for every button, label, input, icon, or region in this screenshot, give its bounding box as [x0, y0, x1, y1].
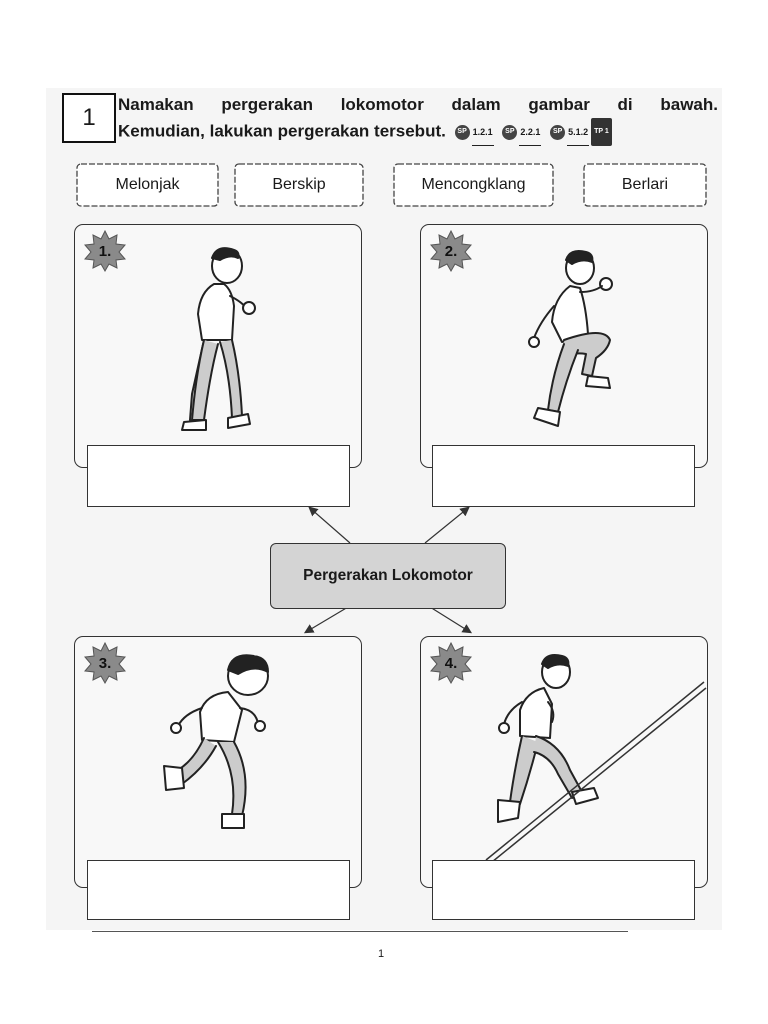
arrow-to-panel-2 [425, 508, 468, 543]
arrow-to-panel-4 [430, 607, 470, 632]
sp-badge-2: SP 2.2.1 [502, 119, 541, 146]
option-label: Melonjak [115, 176, 180, 193]
option-label: Berskip [272, 176, 326, 193]
instruction-line-1: Namakan pergerakan lokomotor dalam gambar di bawah. [118, 95, 718, 114]
number-star-2: 2. [430, 230, 472, 272]
sp-badge-3: SP 5.1.2 TP 1 [550, 118, 612, 146]
option-label: Berlari [621, 176, 669, 193]
arrow-to-panel-3 [306, 607, 348, 632]
sp-badge-1: SP 1.2.1 [455, 119, 494, 146]
page-bottom-rule [92, 931, 628, 932]
arrow-to-panel-1 [310, 508, 350, 543]
instruction-line-2-text: Kemudian, lakukan pergerakan tersebut. [118, 121, 446, 141]
option-label: Mencongklang [421, 176, 526, 193]
question-number: 1 [62, 93, 116, 143]
number-star-3: 3. [84, 642, 126, 684]
number-star-1: 1. [84, 230, 126, 272]
page-number: 1 [378, 948, 385, 960]
number-star-4: 4. [430, 642, 472, 684]
center-concept-box: Pergerakan Lokomotor [270, 543, 506, 609]
